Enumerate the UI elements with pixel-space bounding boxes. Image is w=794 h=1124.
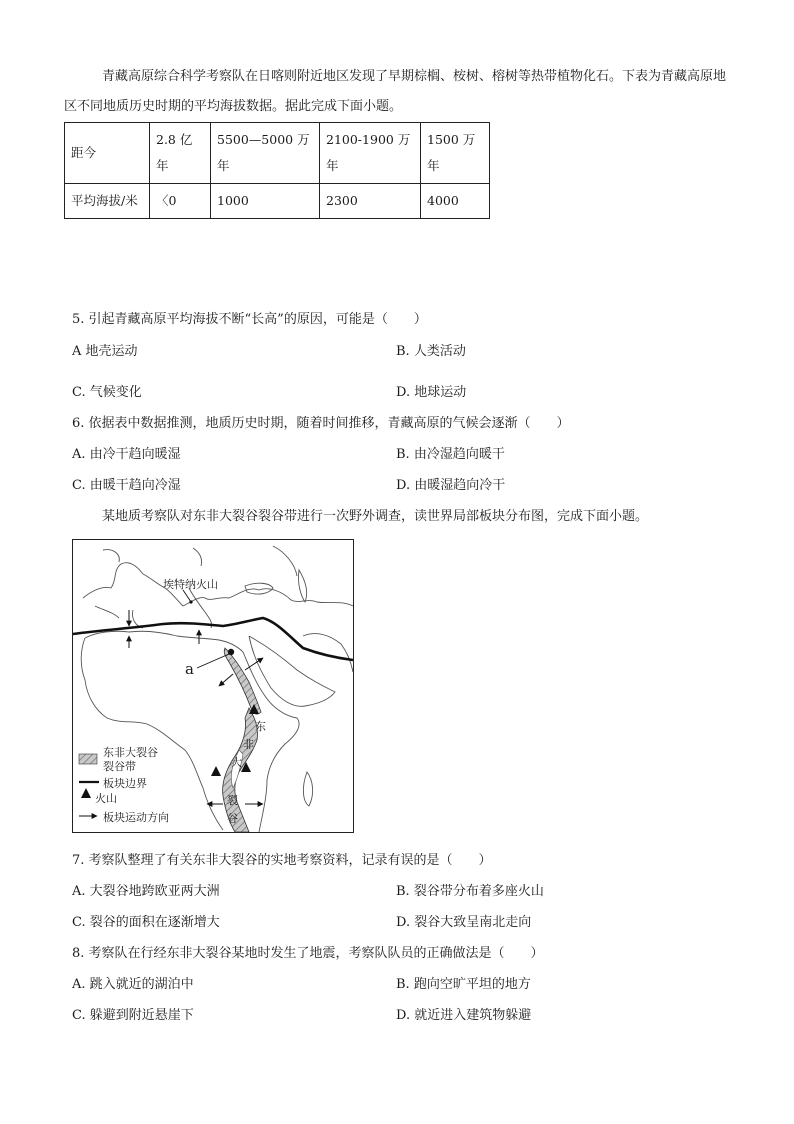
legend-volcano-icon xyxy=(81,788,91,798)
question-5-option-d[interactable]: D. 地球运动 xyxy=(396,385,467,400)
question-7-option-b[interactable]: B. 裂谷带分布着多座火山 xyxy=(396,884,544,899)
table-cell: 2300 xyxy=(320,184,421,219)
question-8-stem: 8. 考察队在行经东非大裂谷某地时发生了地震，考察队队员的正确做法是（ ） xyxy=(72,946,544,961)
altitude-table xyxy=(64,122,490,219)
rift-char: 东 xyxy=(255,720,266,733)
legend-rift-label: 东非大裂谷裂谷带 xyxy=(103,746,158,773)
table-cell: 5500—5000 万年 xyxy=(211,123,320,184)
point-a-label: a xyxy=(185,660,194,678)
table-cell: 2.8 亿年 xyxy=(150,123,211,184)
question-7-option-a[interactable]: A. 大裂谷地跨欧亚两大洲 xyxy=(72,884,220,899)
question-8-option-c[interactable]: C. 躲避到附近悬崖下 xyxy=(72,1008,194,1023)
table-row-time xyxy=(65,123,490,184)
intro-paragraph-2: 某地质考察队对东非大裂谷裂谷带进行一次野外调查，读世界局部板块分布图，完成下面小题。 xyxy=(102,509,649,524)
plate-motion-arrow xyxy=(129,610,199,648)
rift-char: 大 xyxy=(231,756,242,769)
question-6-option-d[interactable]: D. 由暖湿趋向冷干 xyxy=(396,478,506,493)
table-cell: 4000 xyxy=(421,184,490,219)
table-cell: 2100-1900 万年 xyxy=(320,123,421,184)
question-6-option-b[interactable]: B. 由冷湿趋向暖干 xyxy=(396,447,505,462)
table-cell: 1000 xyxy=(211,184,320,219)
question-5-option-b[interactable]: B. 人类活动 xyxy=(396,344,466,359)
question-7-option-c[interactable]: C. 裂谷的面积在逐渐增大 xyxy=(72,915,220,930)
question-7-stem: 7. 考察队整理了有关东非大裂谷的实地考察资料，记录有误的是（ ） xyxy=(72,853,492,868)
question-6-option-a[interactable]: A. 由冷干趋向暖湿 xyxy=(72,447,181,462)
table-cell: 平均海拔/米 xyxy=(65,184,150,219)
question-5-option-a[interactable]: A 地壳运动 xyxy=(72,344,138,359)
table-cell: 距今 xyxy=(65,123,150,184)
question-8-option-d[interactable]: D. 就近进入建筑物躲避 xyxy=(396,1008,532,1023)
question-7-option-d[interactable]: D. 裂谷大致呈南北走向 xyxy=(396,915,532,930)
rift-char: 谷 xyxy=(227,812,238,825)
question-8-option-a[interactable]: A. 跳入就近的湖泊中 xyxy=(72,977,194,992)
rift-char: 非 xyxy=(243,738,254,751)
etna-label: 埃特纳火山 xyxy=(163,578,218,591)
table-cell: 〈0 xyxy=(150,184,211,219)
question-5-option-c[interactable]: C. 气候变化 xyxy=(72,385,142,400)
rift-char: 裂 xyxy=(227,794,238,807)
question-5-stem: 5. 引起青藏高原平均海拔不断“长高”的原因，可能是（ ） xyxy=(72,312,427,327)
legend-volcano-label: 火山 xyxy=(95,792,117,805)
question-6-option-c[interactable]: C. 由暖干趋向冷湿 xyxy=(72,478,181,493)
intro-paragraph-1: 青藏高原综合科学考察队在日喀则附近地区发现了早期棕榈、桉树、榕树等热带植物化石。下表为青藏高原地区不同地质历史时期的平均海拔数据。据此完成下面小题。 xyxy=(64,69,727,114)
table-cell: 1500 万年 xyxy=(421,123,490,184)
legend-boundary-label: 板块边界 xyxy=(103,777,147,790)
question-6-stem: 6. 依据表中数据推测，地质历史时期，随着时间推移，青藏高原的气候会逐渐（ ） xyxy=(72,416,570,431)
legend-direction-label: 板块运动方向 xyxy=(103,811,169,824)
question-8-option-b[interactable]: B. 跑向空旷平坦的地方 xyxy=(396,977,531,992)
legend-rift-swatch xyxy=(79,754,97,764)
plate-map xyxy=(72,539,354,833)
table-row-altitude xyxy=(65,184,490,219)
